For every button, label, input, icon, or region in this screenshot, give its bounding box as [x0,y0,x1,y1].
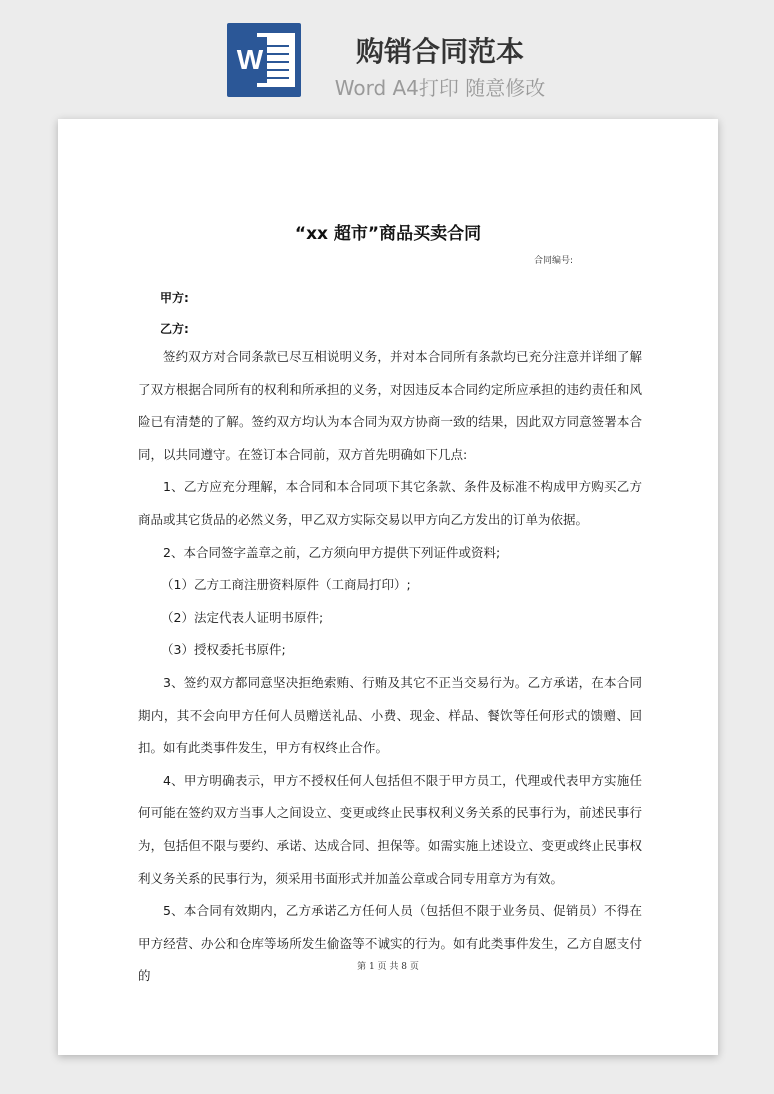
list-item-2: （2）法定代表人证明书原件; [161,609,324,625]
paragraph-clause-5: 5、本合同有效期内，乙方承诺乙方任何人员（包括但不限于业务员、促销员）不得在甲方经营、办公和仓库等场所发生偷盗等不诚实的行为。如有此类事件发生，乙方自愿支付的 [138,903,642,984]
party-b-label: 乙方: [160,322,189,336]
document-title: “xx 超市”商品买卖合同 [294,224,482,244]
banner-title: 购销合同范本 [355,35,524,68]
paragraph-clause-2: 2、本合同签字盖章之前，乙方须向甲方提供下列证件或资料; [163,544,501,560]
word-icon-letter: W [233,37,267,83]
list-item-1: （1）乙方工商注册资料原件（工商局打印）; [161,577,411,593]
contract-body [138,341,642,993]
party-a-label: 甲方: [160,291,189,305]
paragraph-clause-3: 3、签约双方都同意坚决拒绝索贿、行贿及其它不正当交易行为。乙方承诺，在本合同期内，其不会向甲方任何人员赠送礼品、小费、现金、样品、餐饮等任何形式的馈赠、回扣。如有此类事件发生，甲方有权终止合作。 [138,674,642,756]
banner-header [0,0,774,118]
page-footer: 第 1 页 共 8 页 [357,962,419,972]
contract-number-label: 合同编号: [534,256,574,266]
paragraph-intro: 签约双方对合同条款已尽互相说明义务，并对本合同所有条款均已充分注意并详细了解了双方根据合同所有的权利和所承担的义务，对因违反本合同约定所应承担的违约责任和风险已有清楚的了解。签约双方均认为本合同为双方协商一致的结果，因此双方同意签署本合同，以共同遵守。在签订本合同前，双方首先明确如下几点: [138,349,642,462]
banner-subtitle: Word A4打印 随意修改 [334,76,546,100]
word-document-icon [227,23,301,97]
paragraph-clause-4: 4、甲方明确表示，甲方不授权任何人包括但不限于甲方员工，代理或代表甲方实施任何可能在签约双方当事人之间设立、变更或终止民事权利义务关系的民事行为，前述民事行为，包括但不限与要约、承诺、达成合同、担保等。如需实施上述设立、变更或终止民事权利义务关系的民事行为，须采用书面形式并加盖公章或合同专用章方为有效。 [138,772,642,886]
paragraph-clause-1: 1、乙方应充分理解，本合同和本合同项下其它条款、条件及标准不构成甲方购买乙方商品或其它货品的必然义务，甲乙双方实际交易以甲方向乙方发出的订单为依据。 [138,479,642,527]
list-item-3: （3）授权委托书原件; [161,642,286,658]
document-page [58,119,718,1055]
